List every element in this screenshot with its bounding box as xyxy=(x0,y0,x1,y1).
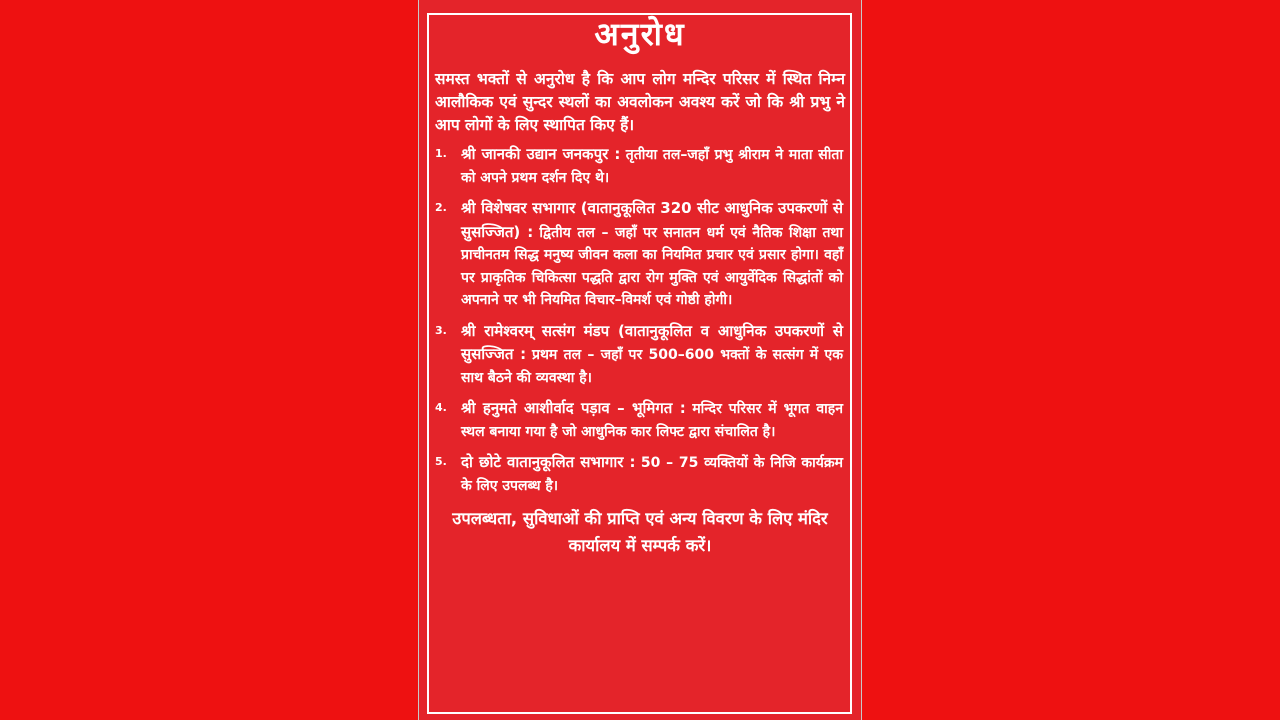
item-text: प्रथम तल – जहाँ पर 500–600 भक्तों के सत्संग में एक साथ बैठने की व्यवस्था है। xyxy=(461,347,843,386)
item-text: तृतीया तल–जहाँ प्रभु श्रीराम ने माता सीता को अपने प्रथम दर्शन दिए थे। xyxy=(461,147,844,186)
item-text: द्वितीय तल – जहाँ पर सनातन धर्म एवं नैतिक शिक्षा तथा प्राचीनतम सिद्ध मनुष्य जीवन कला का नियमित प्रचार एवं प्रसार होगा। वहाँ पर प्राकृतिक चिकित्सा पद्धति द्वारा रोग मुक्ति एवं आयुर्वेदिक सिद्धांतों को अपनाने पर भी नियमित विचार–विमर्श एवं गोष्ठी होगी। xyxy=(461,224,843,308)
item-body xyxy=(461,197,851,312)
item-number: 3. xyxy=(435,323,447,337)
notice-list xyxy=(429,143,851,497)
item-number: 1. xyxy=(435,147,447,160)
list-item xyxy=(429,397,851,443)
item-heading: श्री हनुमते आशीर्वाद पड़ाव – भूमिगत : xyxy=(461,399,686,417)
list-item xyxy=(429,451,851,497)
notice-panel xyxy=(418,0,862,720)
item-heading: श्री विशेषवर सभागार (वातानुकूलित 320 सीट आधुनिक उपकरणों से सुसज्जित) : xyxy=(461,199,843,241)
list-item xyxy=(429,320,851,390)
notice-title: अनुरोध xyxy=(594,15,686,53)
item-heading: श्री जानकी उद्यान जनकपुर : xyxy=(461,145,621,163)
notice-footer: उपलब्धता, सुविधाओं की प्राप्ति एवं अन्य विवरण के लिए मंदिर कार्यालय में सम्पर्क करें। xyxy=(452,509,828,555)
notice-intro: समस्त भक्तों से अनुरोध है कि आप लोग मन्दिर परिसर में स्थित निम्न आलौकिक एवं सुन्दर स्थलों का अवलोकन अवश्य करें जो कि श्री प्रभु ने आप लोगों के लिए स्थापित किए हैं। xyxy=(435,70,845,134)
item-text: मन्दिर परिसर में भूगत वाहन स्थल बनाया गया है जो आधुनिक कार लिफ्ट द्वारा संचालित है। xyxy=(461,401,844,440)
item-number: 2. xyxy=(435,201,447,214)
item-heading: श्री रामेश्वरम् सत्संग मंडप (वातानुकूलित व आधुनिक उपकरणों से सुसज्जित : xyxy=(461,321,843,363)
item-body xyxy=(461,143,851,189)
notice-content xyxy=(429,0,851,559)
item-body xyxy=(461,397,851,443)
item-text: 50 – 75 व्यक्तियों के निजि कार्यक्रम के लिए उपलब्ध है। xyxy=(461,455,844,494)
item-body xyxy=(461,320,851,390)
item-body xyxy=(461,451,851,497)
item-number: 5. xyxy=(435,455,447,468)
item-number: 4. xyxy=(435,401,447,414)
list-item xyxy=(429,197,851,312)
list-item xyxy=(429,143,851,189)
item-heading: दो छोटे वातानुकूलित सभागार : xyxy=(461,453,636,471)
